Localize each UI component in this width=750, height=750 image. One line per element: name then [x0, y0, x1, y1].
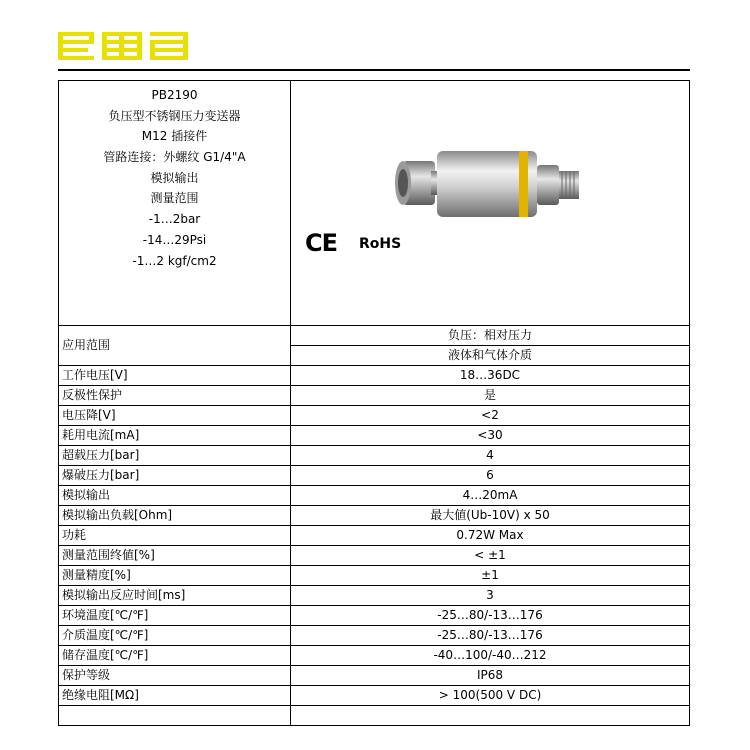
- range-heading: 测量范围: [150, 191, 199, 206]
- spec-value: 3: [291, 586, 690, 606]
- table-row: [59, 626, 690, 646]
- spec-value: 6: [291, 466, 690, 486]
- spec-value: <30: [291, 426, 690, 446]
- spec-label: 环境温度[℃/℉]: [59, 606, 291, 626]
- table-row: [59, 466, 690, 486]
- table-row: [59, 566, 690, 586]
- table-row: [59, 586, 690, 606]
- spec-value: 4…20mA: [291, 486, 690, 506]
- table-row: [59, 686, 690, 706]
- table-row: [59, 526, 690, 546]
- spec-value: 0.72W Max: [291, 526, 690, 546]
- spec-table: [58, 80, 690, 726]
- table-row: [59, 646, 690, 666]
- spec-value: -40…100/-40…212: [291, 646, 690, 666]
- spec-label: 模拟输出反应时间[ms]: [59, 586, 291, 606]
- spec-value: 是: [291, 386, 690, 406]
- table-row: [59, 706, 690, 726]
- spec-label: 测量精度[%]: [59, 566, 291, 586]
- spec-label: 绝缘电阻[MΩ]: [59, 686, 291, 706]
- output-type: 模拟输出: [150, 170, 199, 185]
- ce-mark: CE: [305, 229, 338, 257]
- product-overview-row: [59, 81, 690, 326]
- table-row: [59, 546, 690, 566]
- table-row: [59, 506, 690, 526]
- spec-value: IP68: [291, 666, 690, 686]
- table-row: [59, 406, 690, 426]
- sensor-image: [291, 81, 690, 321]
- table-row: [59, 326, 690, 346]
- product-image-cell: [291, 81, 690, 326]
- spec-label: 耗用电流[mA]: [59, 426, 291, 446]
- table-row: [59, 386, 690, 406]
- table-row: [59, 426, 690, 446]
- application-value: 液体和气体介质: [291, 346, 690, 366]
- product-summary: [59, 81, 291, 326]
- connector-type: M12 插接件: [141, 129, 208, 144]
- process-connection: 管路连接：外螺纹 G1/4"A: [103, 150, 246, 165]
- spec-value: <2: [291, 406, 690, 426]
- empty-cell: [59, 706, 291, 726]
- spec-label: 模拟输出负载[Ohm]: [59, 506, 291, 526]
- spec-label: 模拟输出: [59, 486, 291, 506]
- spec-label: 工作电压[V]: [59, 366, 291, 386]
- spec-label: 电压降[V]: [59, 406, 291, 426]
- spec-label: 超载压力[bar]: [59, 446, 291, 466]
- application-value: 负压：相对压力: [291, 326, 690, 346]
- spec-label: 储存温度[℃/℉]: [59, 646, 291, 666]
- empty-cell: [291, 706, 690, 726]
- spec-label: 爆破压力[bar]: [59, 466, 291, 486]
- range-psi: -14…29Psi: [142, 232, 207, 247]
- spec-value: < ±1: [291, 546, 690, 566]
- spec-label: 功耗: [59, 526, 291, 546]
- range-kgf: -1…2 kgf/cm2: [132, 253, 217, 268]
- model-number: PB2190: [151, 88, 198, 102]
- range-bar: -1…2bar: [148, 212, 201, 227]
- spec-value: 最大値(Ub-10V) x 50: [291, 506, 690, 526]
- table-row: [59, 666, 690, 686]
- product-name: 负压型不锈钢压力变送器: [108, 108, 241, 123]
- table-row: [59, 606, 690, 626]
- application-label: 应用范围: [59, 326, 291, 366]
- spec-label: 反极性保护: [59, 386, 291, 406]
- spec-label: 介质温度[℃/℉]: [59, 626, 291, 646]
- table-row: [59, 486, 690, 506]
- spec-value: 18…36DC: [291, 366, 690, 386]
- spec-value: -25…80/-13…176: [291, 626, 690, 646]
- header-rule: [58, 69, 690, 71]
- spec-value: > 100(500 V DC): [291, 686, 690, 706]
- spec-value: 4: [291, 446, 690, 466]
- ema-logo: [58, 24, 188, 66]
- table-row: [59, 366, 690, 386]
- spec-value: -25…80/-13…176: [291, 606, 690, 626]
- rohs-mark: RoHS: [359, 236, 402, 252]
- spec-label: 保护等级: [59, 666, 291, 686]
- spec-value: ±1: [291, 566, 690, 586]
- spec-label: 测量范围终値[%]: [59, 546, 291, 566]
- table-row: [59, 446, 690, 466]
